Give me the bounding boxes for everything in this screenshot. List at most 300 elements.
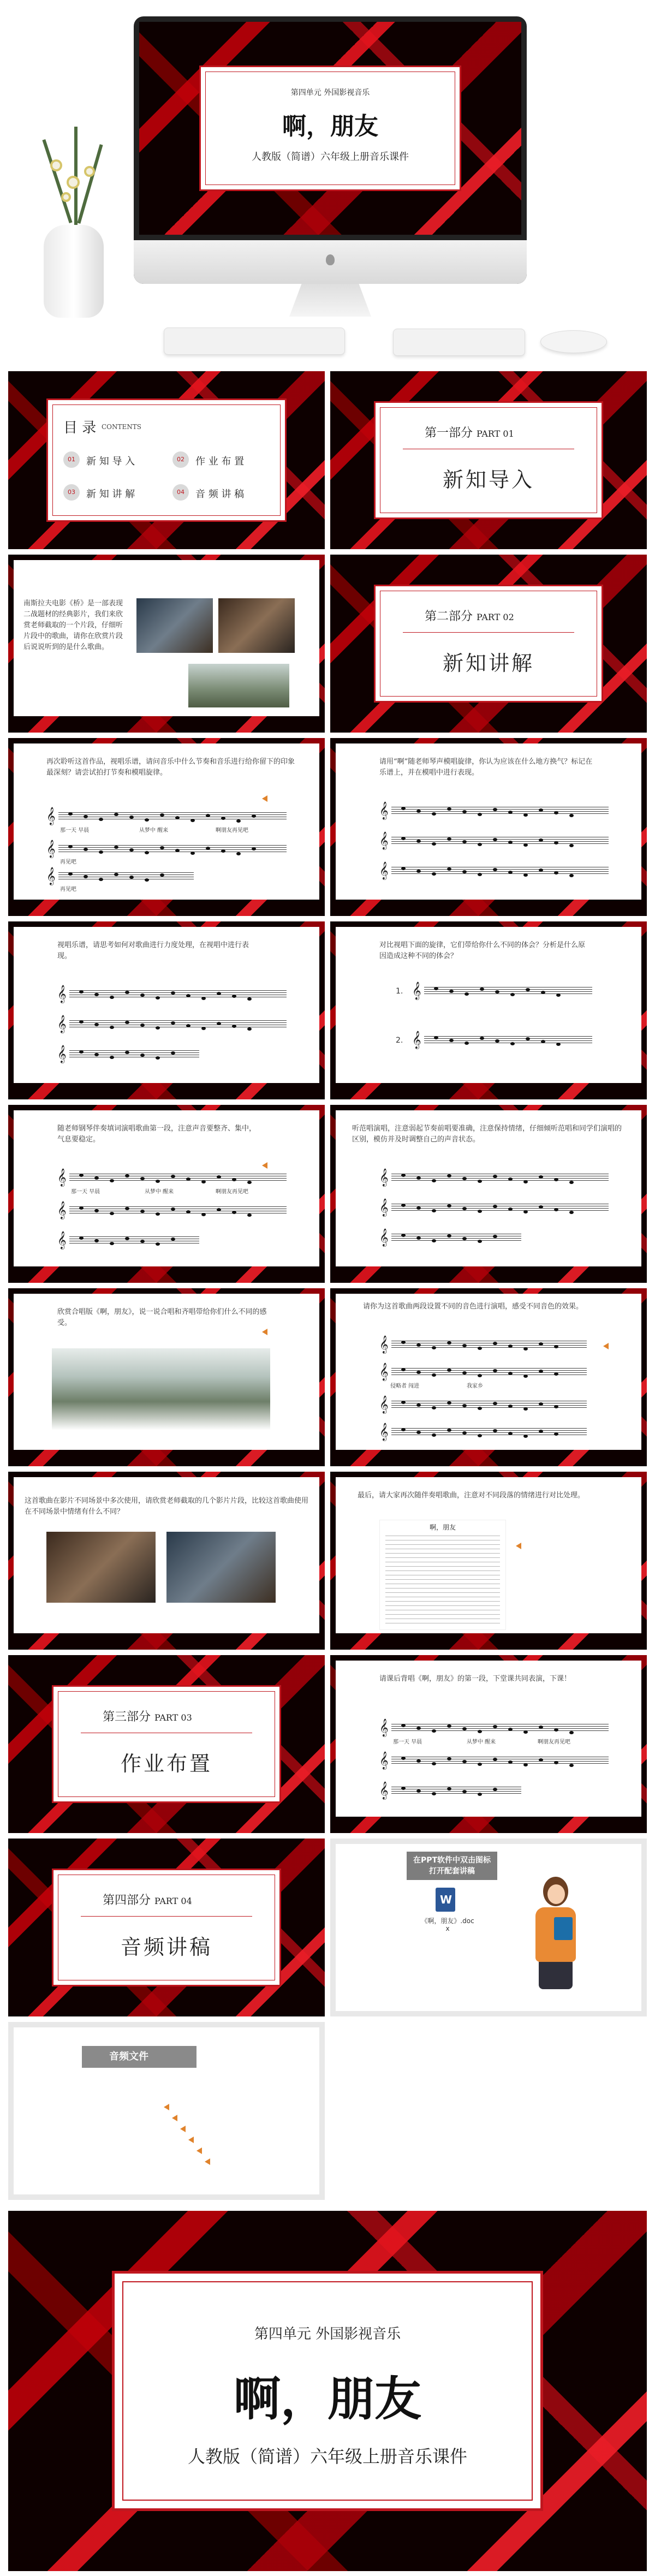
slide-4: [330, 738, 647, 916]
note: [171, 1051, 175, 1055]
note: [186, 1210, 190, 1213]
note: [401, 1428, 406, 1431]
note: [416, 1403, 421, 1407]
score-row: 𝄞: [379, 1200, 609, 1217]
note: [432, 812, 436, 816]
slide-11: [8, 1472, 325, 1650]
note: [201, 997, 206, 1000]
row-label: 2.: [396, 1036, 403, 1045]
cover-card: [112, 2271, 543, 2511]
lyric: 从梦中 醒来: [467, 1739, 496, 1745]
slide-text: 随老师钢琴伴奏填词演唱歌曲第一段，注意声音要整齐、集中，气息要稳定。: [57, 1125, 257, 1144]
note: [401, 1341, 406, 1344]
note: [569, 1211, 574, 1214]
score-row: 𝄞: [46, 809, 287, 825]
note: [190, 819, 195, 822]
note: [480, 1037, 484, 1040]
note: [462, 870, 467, 873]
cover-unit: 第四单元 外国影视音乐: [254, 2326, 401, 2342]
note: [416, 1431, 421, 1434]
note: [217, 1208, 221, 1211]
note: [68, 812, 73, 816]
note: [94, 1176, 99, 1180]
cover-mockup: [0, 0, 655, 363]
note: [541, 991, 545, 994]
slide-part-01: [330, 371, 647, 549]
keyboard: [164, 328, 345, 355]
toc-item-num: 02: [172, 451, 189, 468]
note: [160, 873, 164, 877]
note: [508, 1372, 513, 1375]
note: [526, 1037, 530, 1040]
score-row: 𝄞: [46, 869, 194, 885]
note: [432, 1729, 436, 1733]
note: [556, 1043, 561, 1046]
note: [554, 1761, 558, 1764]
note: [523, 1347, 528, 1351]
note: [171, 1175, 175, 1178]
note: [217, 992, 221, 995]
note: [495, 990, 499, 993]
score-row: 𝄞: [379, 1397, 587, 1414]
note: [478, 1793, 482, 1796]
note: [416, 1206, 421, 1210]
note: [401, 1787, 406, 1790]
lyric: 那一天 早晨: [60, 828, 90, 834]
note: [401, 1401, 406, 1404]
note: [447, 1757, 451, 1760]
score-row: 𝄞: [57, 1170, 287, 1187]
note: [156, 1180, 160, 1183]
note: [478, 1180, 482, 1183]
note: [125, 1021, 129, 1024]
note: [252, 847, 256, 850]
note: [539, 1430, 543, 1433]
note: [539, 838, 543, 842]
note: [401, 807, 406, 810]
note: [478, 1434, 482, 1437]
note: [462, 1344, 467, 1347]
note: [554, 811, 558, 814]
note: [432, 842, 436, 846]
note: [401, 1234, 406, 1237]
note: [554, 1208, 558, 1211]
note: [569, 874, 574, 877]
audio-icon[interactable]: [172, 2115, 177, 2121]
note: [252, 814, 256, 818]
slide-part-02: [330, 555, 647, 733]
mockup-title-card: [199, 66, 461, 191]
note: [510, 993, 515, 996]
word-doc-icon[interactable]: W: [436, 1888, 455, 1912]
note: [447, 1341, 451, 1344]
score-row: 𝄞: [412, 1033, 592, 1049]
lyric: 啊朋友再见吧: [216, 1189, 248, 1195]
note: [125, 1051, 129, 1054]
slide-text: 视唱乐谱，请思考如何对歌曲进行力度处理，在视唱中进行表现。: [57, 941, 249, 960]
note: [247, 997, 252, 1001]
score-row: 𝄞: [57, 1047, 199, 1063]
slide-toc: [8, 371, 325, 549]
score-row: 𝄞: [379, 1337, 587, 1354]
note: [114, 813, 118, 816]
movie-still-2: [166, 1532, 276, 1603]
monitor: [134, 16, 527, 284]
note: [94, 1053, 99, 1056]
note: [508, 1760, 513, 1764]
note: [523, 843, 528, 847]
note: [539, 1175, 543, 1179]
trackpad: [393, 329, 525, 356]
note: [554, 1405, 558, 1408]
full-score: [379, 1520, 506, 1630]
note: [432, 872, 436, 876]
slide-text: 这首歌曲在影片不同场景中多次使用，请欣赏老师截取的几个影片片段，比较这首歌曲使用在不同场景中情绪有什么不同？: [25, 1497, 309, 1516]
note: [171, 1207, 175, 1211]
slide-12: [330, 1472, 647, 1650]
note: [447, 807, 451, 811]
vase-plant: [34, 127, 116, 345]
note: [99, 878, 103, 881]
slide-7: [8, 1105, 325, 1283]
note: [186, 1177, 190, 1181]
note: [401, 1204, 406, 1207]
doc-name[interactable]: 《啊，朋友》.doc: [421, 1917, 474, 1925]
slide-part-03: [8, 1655, 325, 1833]
play-arrow-icon[interactable]: [262, 1329, 267, 1335]
note: [416, 1371, 421, 1374]
note: [465, 1042, 469, 1045]
note: [526, 988, 530, 991]
part-en: PART 02: [477, 612, 514, 622]
note: [447, 1787, 451, 1790]
note: [539, 1758, 543, 1762]
note: [554, 1372, 558, 1376]
note: [508, 1405, 513, 1408]
note: [432, 1209, 436, 1212]
note: [447, 1174, 451, 1177]
note: [145, 878, 149, 882]
note: [493, 1725, 497, 1728]
part-name: 新知导入: [442, 468, 534, 492]
part-name: 新知讲解: [442, 651, 534, 675]
note: [539, 868, 543, 872]
note: [114, 846, 118, 849]
note: [247, 1027, 252, 1031]
note: [495, 1039, 499, 1043]
note: [434, 987, 438, 990]
movie-still-1: [136, 598, 213, 653]
lyric: 啊朋友再见吧: [538, 1739, 570, 1745]
note: [84, 875, 88, 878]
slide-text: 请你为这首歌曲两段设置不同的音色进行演唱，感受不同音色的效果。: [363, 1302, 583, 1311]
note: [125, 1237, 129, 1240]
note: [79, 1206, 84, 1210]
note: [175, 849, 180, 852]
note: [416, 810, 421, 813]
note: [554, 1728, 558, 1732]
slide-text: 南斯拉夫电影《桥》是一部表现二战题材的经典影片，我们来欣赏老师截取的一个片段，仔细听片段中的歌曲，请你在欣赏片段后说说听到的是什么歌曲。: [23, 599, 123, 651]
slide-text: 请用“啊”随老师琴声模唱旋律，你认为应该在什么地方换气？标记在乐谱上，并在模唱中进行表现。: [379, 758, 593, 777]
part-en: PART 01: [477, 429, 514, 439]
note: [478, 843, 482, 846]
note: [125, 1207, 129, 1210]
audio-icon[interactable]: [188, 2137, 194, 2143]
score-row: 𝄞: [379, 1783, 521, 1800]
slide-cover: [8, 2211, 647, 2571]
note: [171, 991, 175, 995]
note: [79, 1050, 84, 1054]
note: [432, 1406, 436, 1409]
note: [186, 1024, 190, 1027]
note: [523, 1763, 528, 1766]
note: [539, 808, 543, 812]
slide-doc: [330, 1839, 647, 2016]
note: [186, 994, 190, 997]
note: [206, 847, 210, 850]
toc-item-label: 新 知 讲 解: [86, 489, 135, 500]
score-row: 𝄞: [379, 1365, 587, 1381]
bridge-photo: [188, 664, 289, 707]
note: [79, 1020, 84, 1024]
movie-still-2: [218, 598, 295, 653]
note: [462, 840, 467, 843]
slide-part-04: [8, 1839, 325, 2016]
note: [447, 1234, 451, 1238]
note: [401, 867, 406, 870]
note: [462, 1760, 467, 1763]
note: [129, 876, 134, 879]
note: [432, 1792, 436, 1795]
note: [447, 1369, 451, 1372]
slide-audio: [8, 2022, 325, 2200]
note: [523, 1730, 528, 1734]
note: [539, 1402, 543, 1406]
note: [478, 813, 482, 816]
toc-item: [63, 449, 167, 471]
lyric: 再见吧: [60, 887, 76, 893]
note: [99, 818, 103, 821]
note: [493, 1429, 497, 1432]
note: [236, 819, 241, 823]
cover-subtitle: 人教版（简谱）六年级上册音乐课件: [187, 2446, 467, 2467]
score-title: 啊，朋友: [429, 1524, 456, 1531]
slide-text: 最后，请大家再次随伴奏唱歌曲，注意对不同段落的情绪进行对比处理。: [358, 1491, 585, 1500]
note: [125, 1174, 129, 1177]
score-row: 𝄞: [379, 1753, 609, 1770]
note: [508, 1177, 513, 1181]
note: [110, 1026, 114, 1029]
note: [478, 1730, 482, 1733]
note: [493, 1175, 497, 1178]
note: [478, 1347, 482, 1350]
note: [523, 1375, 528, 1378]
note: [416, 1343, 421, 1347]
note: [508, 1728, 513, 1731]
note: [539, 1342, 543, 1346]
note: [156, 1056, 160, 1060]
lyric: 我家乡: [467, 1383, 483, 1389]
note: [156, 1242, 160, 1246]
note: [84, 848, 88, 851]
note: [493, 1369, 497, 1372]
part-label: 第四部分 PART 04: [103, 1894, 192, 1907]
note: [493, 1402, 497, 1405]
note: [539, 1370, 543, 1373]
toc-item-label: 音 频 讲 稿: [195, 489, 245, 500]
note: [523, 873, 528, 877]
slide-text: 听范唱演唱，注意弱起节奏前唱要准确，注意保持情绪，仔细倾听范唱和同学们演唱的区别，模仿并及时调整自己的声音状态。: [352, 1125, 622, 1144]
slide-14: [330, 1655, 647, 1833]
toc-item-num: 03: [63, 484, 80, 501]
score-row: 𝄞: [379, 804, 609, 820]
toc-item: [63, 482, 167, 504]
note: [110, 1179, 114, 1182]
note: [508, 871, 513, 874]
note: [465, 992, 469, 996]
note: [478, 1407, 482, 1410]
note: [221, 817, 225, 820]
note: [125, 991, 129, 994]
score-row: 𝄞: [379, 1170, 609, 1187]
note: [462, 1431, 467, 1435]
note: [462, 1404, 467, 1407]
note: [110, 996, 114, 999]
note: [129, 816, 134, 819]
note: [493, 1788, 497, 1791]
note: [201, 1213, 206, 1216]
note: [201, 1027, 206, 1030]
note: [539, 1205, 543, 1209]
audio-icon[interactable]: [164, 2104, 169, 2110]
note: [79, 1174, 84, 1177]
movie-still-1: [46, 1532, 156, 1603]
note: [508, 811, 513, 814]
note: [232, 1178, 236, 1181]
note: [401, 1174, 406, 1177]
note: [145, 818, 149, 822]
note: [140, 1024, 145, 1027]
note: [401, 1757, 406, 1760]
mockup-subtitle: 人教版（简谱）六年级上册音乐课件: [252, 151, 409, 163]
note: [94, 1209, 99, 1212]
monitor-stand: [289, 284, 371, 317]
note: [79, 990, 84, 993]
lyric: 啊朋友再见吧: [216, 828, 248, 834]
note: [462, 1237, 467, 1240]
play-arrow-icon[interactable]: [262, 1162, 267, 1169]
row-label: 1.: [396, 987, 403, 996]
toc-item-label: 新 知 导 入: [86, 456, 135, 467]
score-row: 𝄞: [57, 1203, 287, 1219]
slide-text: 欣赏合唱版《啊，朋友》，说一说合唱和齐唱带给你们什么不同的感受。: [57, 1308, 267, 1327]
lyric: 那一天 早晨: [71, 1189, 100, 1195]
score-row: 𝄞: [412, 984, 592, 1000]
note: [416, 1176, 421, 1180]
note: [493, 1342, 497, 1345]
note: [447, 1401, 451, 1405]
note: [554, 1432, 558, 1436]
slide-8: [330, 1105, 647, 1283]
note: [462, 1727, 467, 1730]
note: [447, 1204, 451, 1207]
note: [478, 1210, 482, 1213]
note: [94, 1239, 99, 1242]
note: [416, 1236, 421, 1240]
note: [156, 1212, 160, 1216]
note: [478, 1240, 482, 1243]
note: [462, 1177, 467, 1180]
note: [206, 814, 210, 817]
note: [232, 1211, 236, 1214]
part-name: 音频讲稿: [120, 1935, 212, 1959]
note: [190, 852, 195, 855]
part-label: 第三部分 PART 03: [103, 1710, 192, 1724]
note: [523, 1210, 528, 1213]
audio-icon[interactable]: [196, 2147, 202, 2154]
note: [554, 1178, 558, 1181]
note: [416, 1727, 421, 1730]
note: [110, 1212, 114, 1215]
toc-item: [172, 482, 276, 504]
doc-name-x: x: [445, 1925, 450, 1932]
play-arrow-icon[interactable]: [603, 1343, 609, 1349]
note: [432, 1179, 436, 1182]
part-label: 第一部分 PART 01: [425, 426, 514, 440]
lyric: 从梦中 醒来: [139, 828, 169, 834]
note: [217, 1175, 221, 1179]
note: [140, 993, 145, 997]
note: [493, 1235, 497, 1238]
note: [523, 813, 528, 817]
note: [447, 837, 451, 841]
note: [508, 1432, 513, 1435]
note: [432, 1346, 436, 1349]
slide-5: [8, 921, 325, 1099]
part-label: 第二部分 PART 02: [425, 610, 514, 623]
note: [171, 1238, 175, 1241]
note: [432, 1373, 436, 1377]
lyric: 再见吧: [60, 859, 76, 865]
play-arrow-icon[interactable]: [262, 795, 267, 802]
score-row: 𝄞: [379, 1425, 587, 1441]
note: [541, 1040, 545, 1043]
note: [171, 1021, 175, 1025]
audio-icon[interactable]: [205, 2158, 210, 2165]
note: [110, 1242, 114, 1245]
note: [554, 841, 558, 844]
mockup-title: 啊，朋友: [282, 112, 378, 140]
note: [156, 996, 160, 1000]
note: [539, 1726, 543, 1729]
play-arrow-icon[interactable]: [516, 1543, 521, 1549]
note: [554, 871, 558, 874]
part-en: PART 03: [154, 1712, 192, 1723]
audio-icon[interactable]: [180, 2126, 186, 2132]
note: [156, 1026, 160, 1030]
cover-title: 啊，朋友: [234, 2372, 421, 2426]
note: [432, 1239, 436, 1242]
note: [140, 1177, 145, 1180]
note: [94, 1023, 99, 1026]
note: [99, 850, 103, 854]
teacher-illustration: [521, 1877, 587, 1997]
note: [94, 993, 99, 996]
slide-6: [330, 921, 647, 1099]
score-row: 𝄞: [57, 1017, 287, 1033]
note: [556, 993, 561, 997]
note: [493, 1205, 497, 1208]
